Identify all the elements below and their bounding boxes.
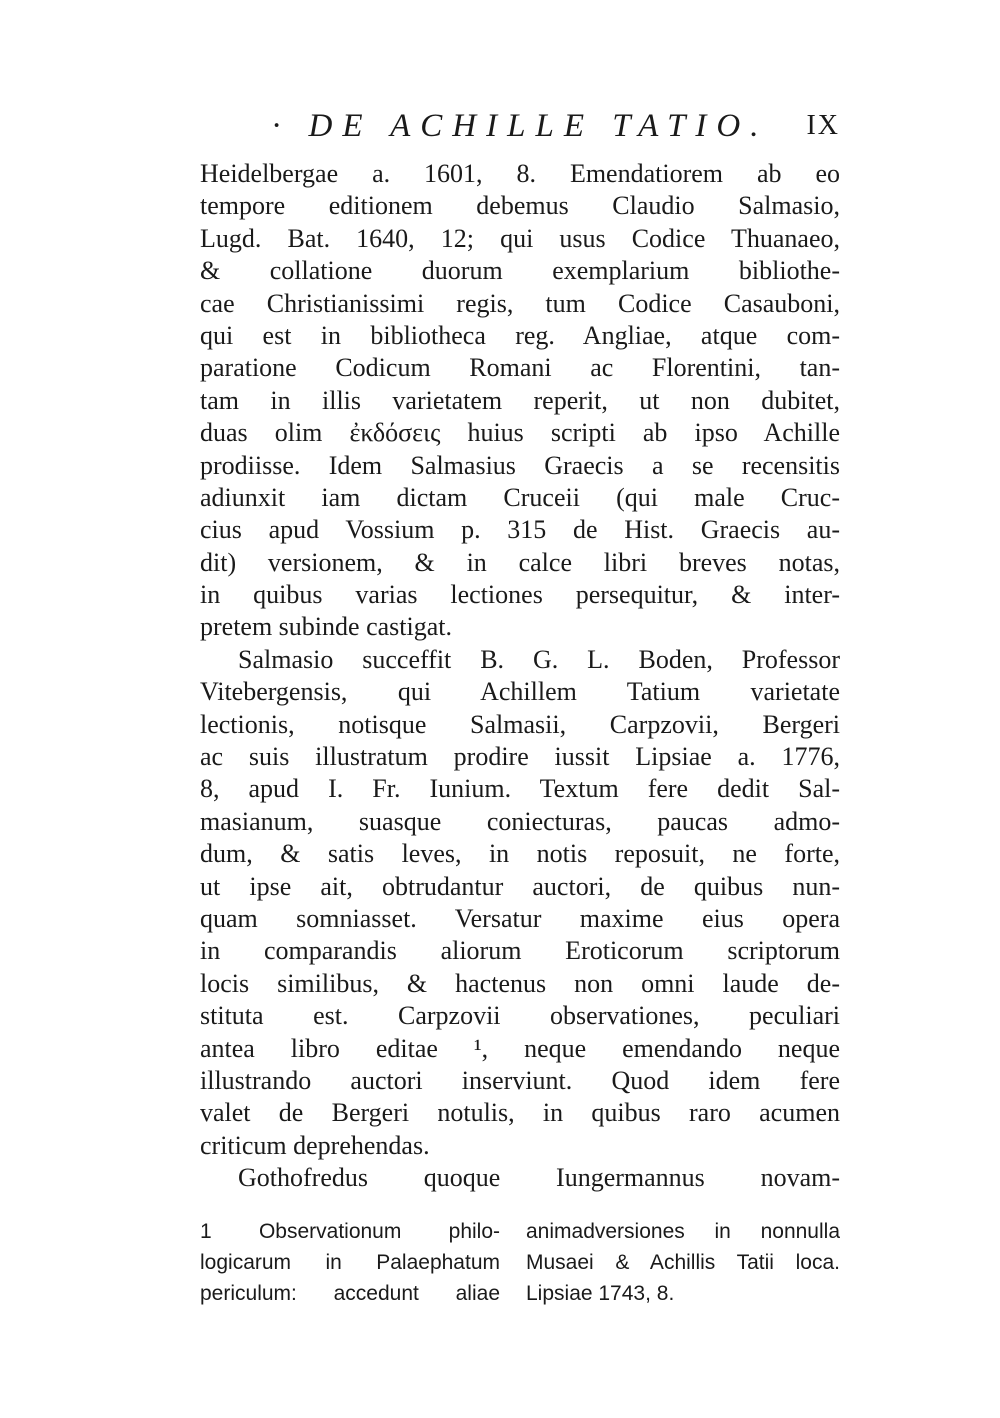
footnote-line: Musaei & Achillis Tatii loca. [526, 1251, 840, 1274]
text-line: stituta est. Carpzovii observationes, peculiari [200, 1001, 840, 1031]
text-line: quam somniasset. Versatur maxime eius opera [200, 903, 840, 933]
text-line: qui est in bibliotheca reg. Angliae, atque com- [200, 320, 840, 350]
text-line: ut ipse ait, obtrudantur auctori, de quibus nun- [200, 871, 840, 901]
text-line: Lugd. Bat. 1640, 12; qui usus Codice Thuanaeo, [200, 223, 840, 253]
text-line: ac suis illustratum prodire iussit Lipsiae a. 1776, [200, 742, 840, 772]
footnote-column-left [200, 1216, 500, 1309]
running-title: · DE ACHILLE TATIO. [272, 108, 769, 144]
footnote-line: logicarum in Palaephatum [200, 1251, 500, 1274]
text-line: illustrando auctori inserviunt. Quod idem fere [200, 1065, 840, 1095]
text-line: cius apud Vossium p. 315 de Hist. Graecis au- [200, 515, 840, 545]
text-line: antea libro editae ¹, neque emendando neque [200, 1033, 840, 1063]
text-line: prodiisse. Idem Salmasius Graecis a se recensitis [200, 450, 840, 480]
text-line: tam in illis varietatem reperit, ut non dubitet, [200, 385, 840, 415]
page-number: IX [806, 110, 840, 141]
text-line: valet de Bergeri notulis, in quibus raro acumen [200, 1098, 840, 1128]
text-line: tempore editionem debemus Claudio Salmasio, [200, 191, 840, 221]
text-line: Gothofredus quoque Iungermannus novam- [238, 1163, 840, 1193]
footnote-line: 1 Observationum philo- [200, 1220, 500, 1243]
footnote [200, 1216, 840, 1316]
text-line: in quibus varias lectiones persequitur, & inter- [200, 580, 840, 610]
text-line: pretem subinde castigat. [200, 612, 452, 642]
text-line: adiunxit iam dictam Cruceii (qui male Cruc- [200, 482, 840, 512]
text-line: & collatione duorum exemplarium bibliothe- [200, 256, 840, 286]
text-line: dit) versionem, & in calce libri breves notas, [200, 547, 840, 577]
text-line: paratione Codicum Romani ac Florentini, tan- [200, 353, 840, 383]
text-line: cae Christianissimi regis, tum Codice Casauboni, [200, 288, 840, 318]
footnote-line: periculum: accedunt aliae [200, 1282, 500, 1305]
text-line: criticum deprehendas. [200, 1130, 430, 1160]
text-line: dum, & satis leves, in notis reposuit, ne forte, [200, 839, 840, 869]
text-line: in comparandis aliorum Eroticorum scriptorum [200, 936, 840, 966]
body-text [200, 158, 840, 1195]
text-line: 8, apud I. Fr. Iunium. Textum fere dedit Sal- [200, 774, 840, 804]
footnote-column-right [526, 1216, 840, 1309]
text-line: masianum, suasque coniecturas, paucas admo- [200, 806, 840, 836]
footnote-line: animadversiones in nonnulla [526, 1220, 840, 1243]
text-line: Heidelbergae a. 1601, 8. Emendatiorem ab eo [200, 159, 840, 188]
text-line: Vitebergensis, qui Achillem Tatium varietate [200, 677, 840, 707]
text-line: lectionis, notisque Salmasii, Carpzovii, Bergeri [200, 709, 840, 739]
text-line: duas olim ἐκδόσεις huius scripti ab ipso Achille [200, 418, 840, 448]
footnote-line: Lipsiae 1743, 8. [526, 1282, 675, 1305]
running-head [200, 104, 840, 148]
text-line: locis similibus, & hactenus non omni laude de- [200, 968, 840, 998]
text-line: Salmasio succeffit B. G. L. Boden, Professor [238, 644, 840, 674]
